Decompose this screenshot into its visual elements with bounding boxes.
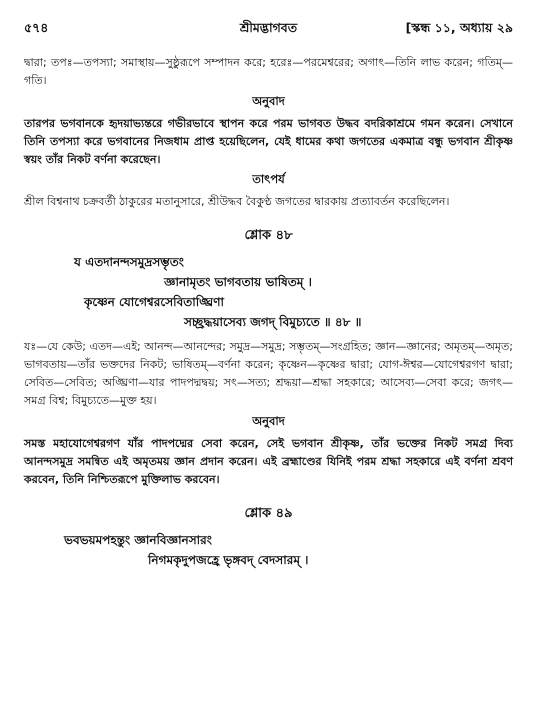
translation-paragraph: সমস্ত মহাযোগেশ্বরগণ যাঁর পাদপদ্মের সেবা করেন, সেই ভগবান শ্রীকৃষ্ণ, তাঁর ভক্তের নিকট সমগ্র দিব্য আনন্দসমুদ্র সমন্বিত এই অমৃতময় জ্ঞান প্রদান করেন। এই ব্রহ্মাণ্ডের যিনিই পরম শ্রদ্ধা সহকারে এই বর্ণনা শ্রবণ করবেন, তিনি নিশ্চিতরূপে মুক্তিলাভ করবেন। [24,437,513,486]
synonyms-paragraph: যঃ—যে কেউ; এতদ—এই; আনন্দ—আনন্দের; সমুদ্র—সমুদ্র; সম্ভৃতম্—সংগ্রহিত; জ্ঞান—জ্ঞানের; অমৃতম্—অমৃত; ভাগবতায়—তাঁর ভক্তদের নিকট; ভাষিতম্—বর্ণনা করেন; কৃষ্ণেন—কৃষ্ণের দ্বারা; যোগ-ঈশ্বর—যোগেশ্বরগণ দ্বারা; সেবিত—সেবিত; অঙ্ঘ্রিণা—যার পাদপদ্মদ্বয়; সৎ—সত্য; শ্রদ্ধয়া—শ্রদ্ধা সহকারে; আসেব্য—সেবা করে; জগৎ—সমগ্র বিশ্ব; বিমুচ্যতে—মুক্ত হয়। [24,340,513,407]
verse-line: নিগমকৃদুপজহ্রে ভৃঙ্গবদ্ বেদসারম্ । [148,553,309,567]
translation-heading: অনুবাদ [252,414,285,428]
book-title: শ্রীমদ্ভাগবত [239,20,298,35]
verse-number: শ্লোক ৪৯ [244,506,293,521]
verse-line: জ্ঞানামৃতং ভাগবতায় ভাষিতম্ । [164,275,312,289]
purport-paragraph: শ্রীল বিশ্বনাথ চক্রবর্তী ঠাকুরের মতানুসারে, শ্রীউদ্ধব বৈকুণ্ঠ জগতের দ্বারকায় প্রত্যাবর্তন করেছিলেন। [24,195,450,208]
page-body [24,54,513,576]
chapter-reference: [স্কন্ধ ১১, অধ্যায় ২৯ [405,20,513,35]
synonyms-paragraph: দ্বারা; তপঃ—তপস্যা; সমাস্থায়—সুষ্ঠুরূপে সম্পাদন করে; হরেঃ—পরমেশ্বরের; অগাৎ—তিনি লাভ করেন; গতিম্—গতি। [24,56,513,87]
page-number: ৫৭৪ [24,20,49,35]
verse-line: য এতদানন্দসমুদ্রসম্ভৃতং [74,255,184,269]
translation-heading: অনুবাদ [252,94,285,108]
purport-heading: তাৎপর্য [252,172,285,186]
verse-line: ভবভয়মপহন্তুং জ্ঞানবিজ্ঞানসারং [64,533,212,547]
translation-paragraph: তারপর ভগবানকে হৃদয়াভ্যন্তরে গভীরভাবে স্থাপন করে পরম ভাগবত উদ্ধব বদরিকাশ্রমে গমন করেন। সেখানে তিনি তপস্যা করে ভগবানের নিজধাম প্রাপ্ত হয়েছিলেন, যেই ধামের কথা জগতের একমাত্র বন্ধু ভগবান শ্রীকৃষ্ণ স্বয়ং তাঁর নিকট বর্ণনা করেছেন। [24,117,513,166]
verse-block [24,530,513,570]
verse-number: শ্লোক ৪৮ [244,228,293,243]
verse-line: সচ্ছ্রদ্ধয়াসেব্য জগদ্ বিমুচ্যতে ॥ ৪৮ ॥ [184,315,362,329]
page-header [24,20,513,40]
verse-block [24,252,513,332]
verse-line: কৃষ্ণেন যোগেশ্বরসেবিতাঙ্ঘ্রিণা [84,295,224,309]
